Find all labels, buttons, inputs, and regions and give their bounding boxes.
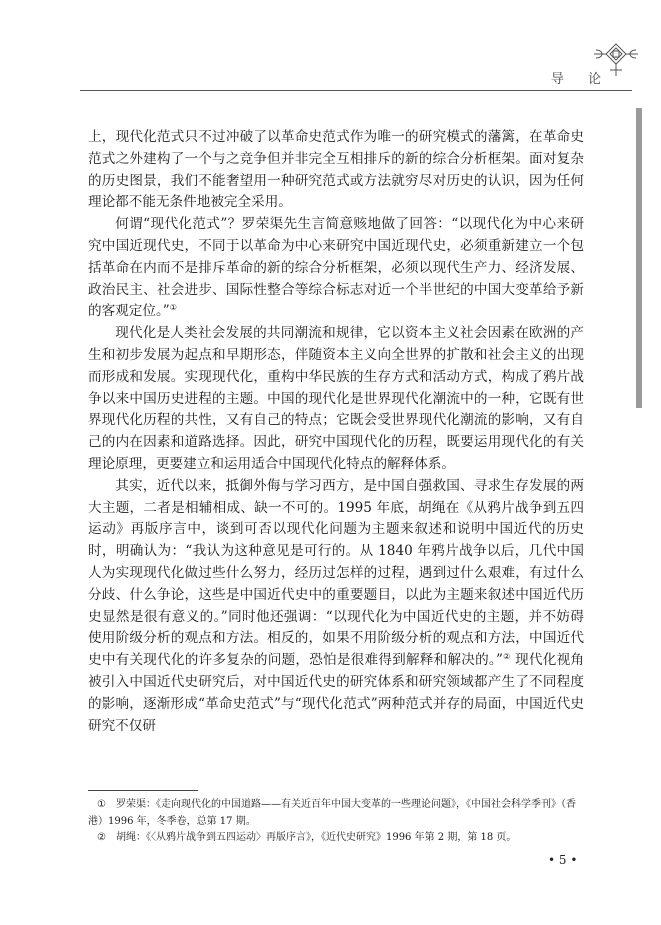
running-header: 导 论 — [550, 72, 611, 87]
paragraph-1 — [88, 127, 584, 214]
footnote-ref-1[interactable]: ① — [169, 303, 177, 313]
footnote-2-text: 胡绳：《〈从鸦片战争到五四运动〉再版序言》，《近代史研究》1996 年第 2 期，第 18 页。 — [115, 832, 517, 843]
footnote-1 — [88, 797, 584, 830]
footnotes — [88, 797, 584, 847]
paragraph-4-text-continued: 现代化视角被引入中国近代史研究后，对中国近代史的研究体系和研究领域都产生了不同程度的影响，逐渐形成“革命史范式”与“现代化范式”两种范式并存的局面，中国近代史研究不仅研 — [88, 652, 584, 734]
footnote-2-mark: ② — [97, 832, 106, 843]
paragraph-3-text: 现代化是人类社会发展的共同潮流和规律，它以资本主义社会因素在欧洲的产生和初步发展为起点和早期形态，伴随资本主义向全世界的扩散和社会主义的出现而形成和发展。实现现代化，重构中华民族的生存方式和活动方式，构成了鸦片战争以来中国历史进程的主题。中国的现代化是世界现代化潮流中的一种，它既有世界现代化历程的共性，又有自己的特点；它既会受世界现代化潮流的影响，又有自己的内在因素和道路选择。因此，研究中国现代化的历程，既要运用现代化的有关理论原理，更要建立和运用适合中国现代化特点的解释体系。 — [88, 325, 584, 472]
footnote-2 — [88, 830, 584, 847]
footnote-1-text: 罗荣渠：《走向现代化的中国道路——有关近百年中国大变革的一些理论问题》，《中国社会科学季刊》（香港）1996 年，冬季卷，总第 17 期。 — [88, 799, 576, 827]
footnote-1-mark: ① — [97, 799, 106, 810]
paragraph-3 — [88, 323, 584, 476]
header-rule — [80, 90, 632, 91]
body-text — [88, 127, 584, 737]
footnote-ref-2[interactable]: ② — [502, 652, 511, 662]
paragraph-2-text: 何谓“现代化范式”？罗荣渠先生言简意赅地做了回答：“以现代化为中心来研究中国近现代史，不同于以革命为中心来研究中国近现代史，必须重新建立一个包括革命在内而不是排斥革命的新的综合分析框架，必须以现代生产力、经济发展、政治民主、社会进步、国际性整合等综合标志对近一个半世纪的中国大变革给予新的客观定位。” — [88, 216, 584, 320]
paragraph-1-text: 上，现代化范式只不过冲破了以革命史范式作为唯一的研究模式的藩篱，在革命史范式之外建构了一个与之竞争但并非完全互相排斥的新的综合分析框架。面对复杂的历史图景，我们不能奢望用一种研究范式或方法就穷尽对历史的认识，因为任何理论都不能无条件地被完全采用。 — [88, 129, 584, 211]
paragraph-4 — [88, 476, 584, 738]
paragraph-2 — [88, 214, 584, 323]
footnote-rule — [88, 790, 198, 791]
page-number: • 5 • — [548, 853, 578, 867]
chapter-edge-tab — [636, 108, 642, 408]
paragraph-4-text: 其实，近代以来，抵御外侮与学习西方，是中国自强救国、寻求生存发展的两大主题，二者是相辅相成、缺一不可的。1995 年底，胡绳在《从鸦片战争到五四运动》再版序言中，谈到可否以现代化问题为主题来叙述和说明中国近代的历史时，明确认为：“我认为这种意见是可行的。从 1840 年鸦片战争以后，几代中国人为实现现代化做过些什么努力，经历过怎样的过程，遇到过什么艰难，有过什么分歧、什么争论，这些是中国近代史中的重要题目，以此为主题来叙述中国近代历史显然是很有意义的。”同时他还强调：“以现代化为中国近代史的主题，并不妨碍使用阶级分析的观点和方法。相反的，如果不用阶级分析的观点和方法，中国近代史中有关现代化的许多复杂的问题，恐怕是很难得到解释和解决的。” — [88, 477, 584, 669]
